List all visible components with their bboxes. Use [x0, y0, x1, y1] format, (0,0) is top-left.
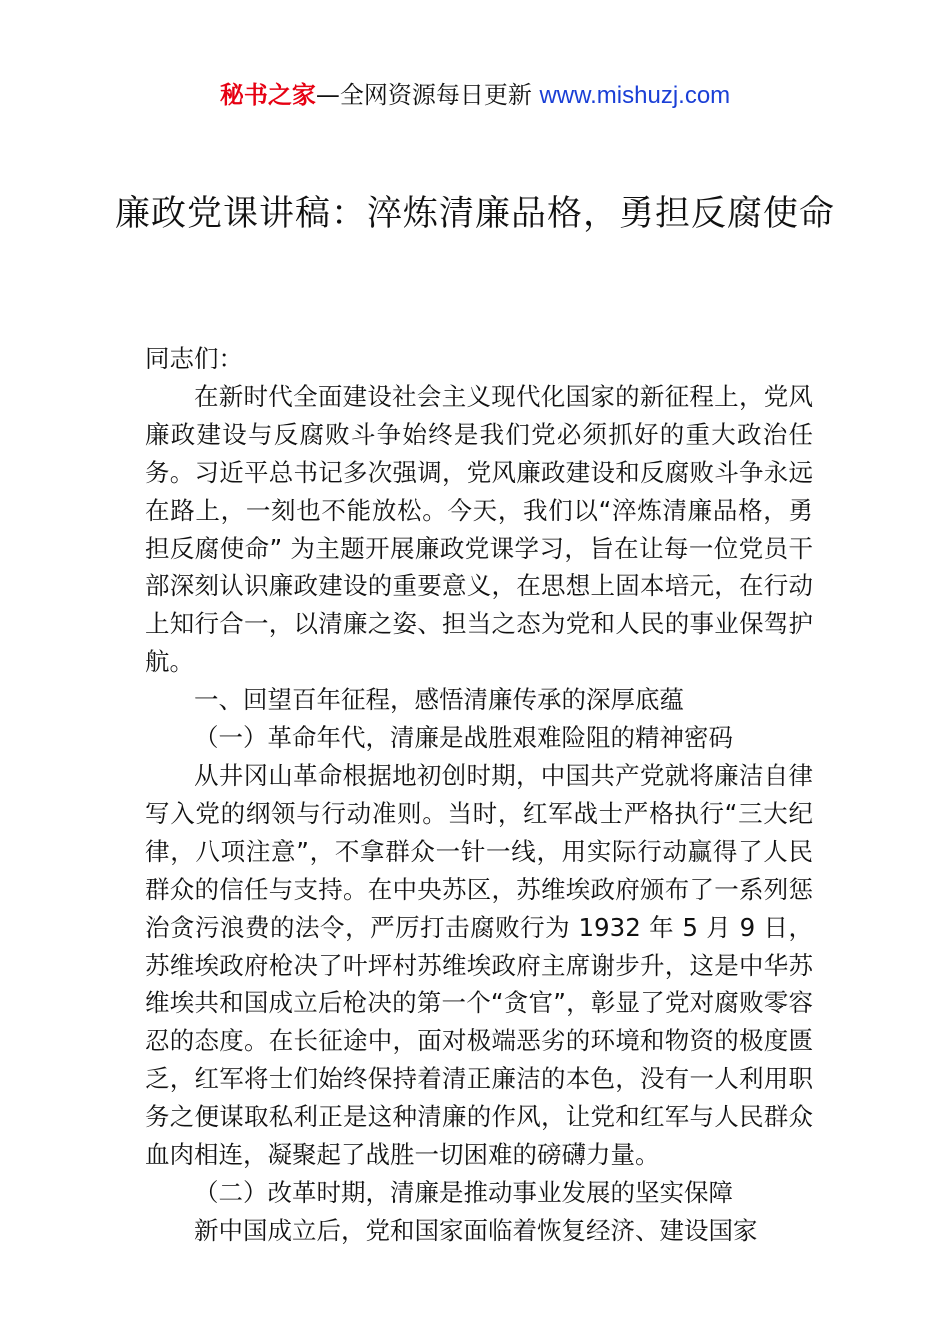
paragraph-intro: 在新时代全面建设社会主义现代化国家的新征程上，党风廉政建设与反腐败斗争始终是我们党必须抓好的重大政治任务。习近平总书记多次强调，党风廉政建设和反腐败斗争永远在路上，一刻也不能放松。今天，我们以“淬炼清廉品格，勇担反腐使命” 为主题开展廉政党课学习，旨在让每一位党员干部深刻认识廉政建设的重要意义，在思想上固本培元，在行动上知行合一，以清廉之姿、担当之态为党和人民的事业保驾护航。 [145, 381, 813, 677]
site-url[interactable]: www.mishuzj.com [539, 82, 731, 109]
greeting: 同志们： [145, 344, 243, 373]
paragraph-reform: 新中国成立后，党和国家面临着恢复经济、建设国家 [194, 1215, 758, 1245]
paragraph-revolution: 从井冈山革命根据地初创时期，中国共产党就将廉洁自律写入党的纲领与行动准则。当时，红军战士严格执行“三大纪律，八项注意”，不拿群众一针一线，用实际行动赢得了人民群众的信任与支持。在中央苏区，苏维埃政府颁布了一系列惩治贪污浪费的法令，严厉打击腐败行为 1932 年 5 月 9 日，苏维埃政府枪决了叶坪村苏维埃政府主席谢步升，这是中华苏维埃共和国成立后枪决的第一个“贪官”，彰显了党对腐败零容忍的态度。在长征途中，面对极端恶劣的环境和物资的极度匮乏，红军将士们始终保持着清正廉洁的本色，没有一人利用职务之便谋取私利正是这种清廉的作风，让党和红军与人民群众血肉相连，凝聚起了战胜一切困难的磅礴力量。 [145, 760, 813, 1170]
subsection-heading-1: （一）革命年代，清廉是战胜艰难险阻的精神密码 [194, 723, 733, 753]
header-tagline: —全网资源每日更新 [315, 81, 540, 109]
site-header [0, 78, 950, 113]
document-body [145, 340, 813, 1250]
brand-name: 秘书之家 [219, 81, 316, 109]
document-title: 廉政党课讲稿：淬炼清廉品格，勇担反腐使命 [114, 194, 835, 234]
section-heading-1: 一、回望百年征程，感悟清廉传承的深厚底蕴 [194, 685, 684, 715]
subsection-heading-2: （二）改革时期，清廉是推动事业发展的坚实保障 [194, 1177, 733, 1207]
